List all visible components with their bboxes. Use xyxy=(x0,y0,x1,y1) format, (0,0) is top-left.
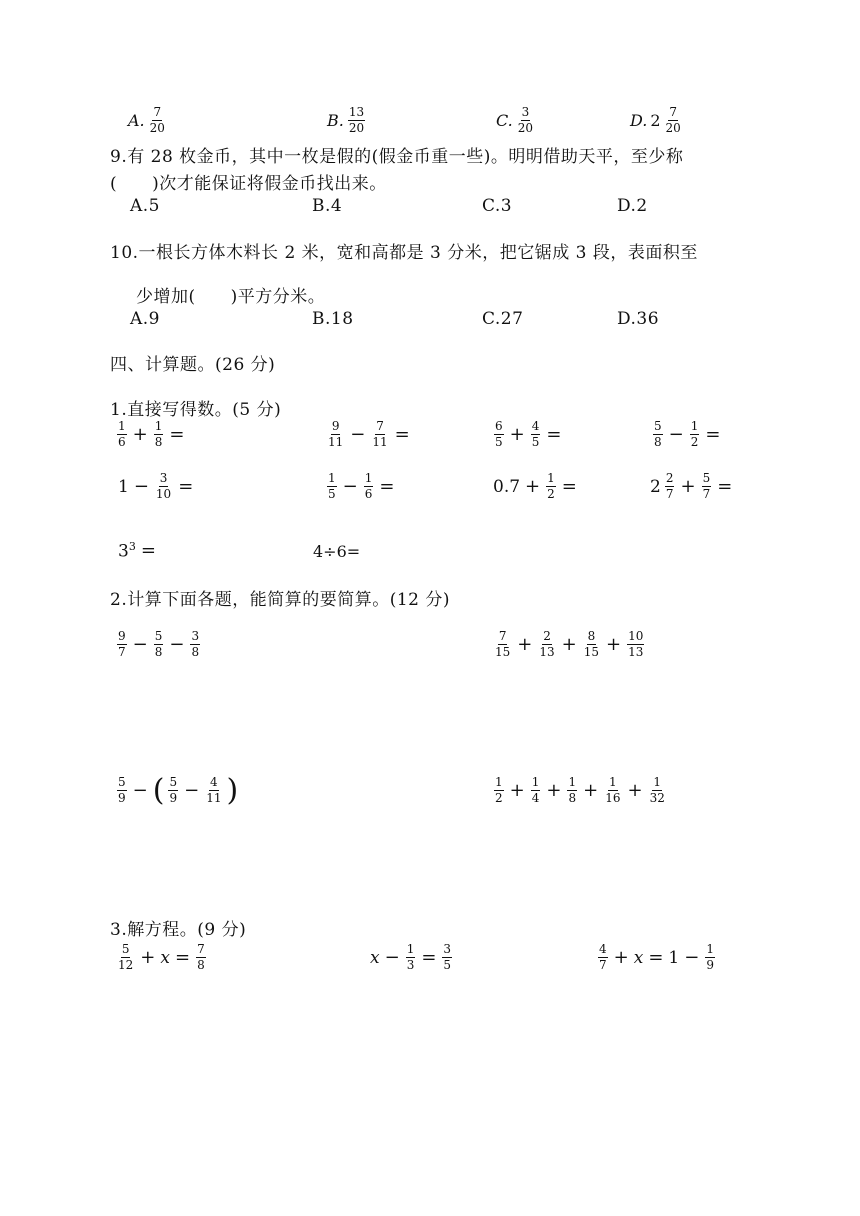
denominator: 11 xyxy=(328,435,344,449)
fraction xyxy=(567,776,577,805)
operator: + xyxy=(509,424,525,445)
calc-1h xyxy=(650,472,734,501)
denominator: 7 xyxy=(665,487,674,501)
operator: = xyxy=(421,947,437,968)
denominator: 7 xyxy=(599,958,607,972)
denominator: 2 xyxy=(547,487,555,501)
numerator: 7 xyxy=(197,942,205,956)
equation-3 xyxy=(597,943,716,972)
denominator: 4 xyxy=(531,791,540,805)
equation-1 xyxy=(116,943,207,972)
calc-2b xyxy=(493,630,645,659)
fraction xyxy=(364,472,374,501)
operator: + xyxy=(627,780,643,801)
numerator: 2 xyxy=(665,471,674,485)
denominator: 7 xyxy=(118,645,126,659)
fraction xyxy=(168,776,178,805)
q10-option-b: B.18 xyxy=(312,309,354,329)
calc-2c xyxy=(116,773,238,808)
numerator: 7 xyxy=(153,105,162,119)
denominator: 20 xyxy=(517,121,534,135)
denominator: 11 xyxy=(206,791,222,805)
part3-title: 3.解方程。(9 分) xyxy=(110,920,247,940)
operator: = xyxy=(140,540,156,562)
operator: = xyxy=(379,476,395,497)
numerator: 8 xyxy=(587,629,596,643)
q9-line1: 9.有 28 枚金币，其中一枚是假的(假金币重一些)。明明借助天平，至少称 xyxy=(110,147,684,167)
option-label: A. xyxy=(128,111,145,130)
numerator: 1 xyxy=(690,419,699,433)
operator: + xyxy=(517,634,533,655)
denominator: 6 xyxy=(118,435,126,449)
denominator: 32 xyxy=(649,791,665,805)
numerator: 3 xyxy=(521,105,530,119)
fraction xyxy=(327,472,337,501)
fraction xyxy=(665,472,675,501)
operator: − xyxy=(184,780,200,801)
fraction xyxy=(583,630,600,659)
numerator: 5 xyxy=(118,775,126,789)
option-label: B. xyxy=(327,111,344,130)
operator: − xyxy=(668,424,684,445)
numerator: 3 xyxy=(443,942,452,956)
numerator: 1 xyxy=(364,471,373,485)
q8-option-c xyxy=(496,106,535,135)
q10-line2: 少增加( )平方分米。 xyxy=(136,287,326,307)
fraction xyxy=(190,630,200,659)
math-term: 2 xyxy=(650,476,661,497)
numerator: 1 xyxy=(328,471,336,485)
denominator: 20 xyxy=(149,121,165,135)
calc-1j: 4÷6= xyxy=(313,542,361,561)
operator: − xyxy=(132,780,148,801)
numerator: 5 xyxy=(702,471,711,485)
fraction xyxy=(154,420,164,449)
numerator: 1 xyxy=(706,942,714,956)
fraction xyxy=(406,943,416,972)
fraction xyxy=(517,106,534,135)
math-term: 0.7 xyxy=(493,476,521,497)
calc-1e xyxy=(118,472,195,501)
fraction xyxy=(538,630,555,659)
denominator: 7 xyxy=(702,487,711,501)
denominator: 9 xyxy=(118,791,126,805)
operator: + xyxy=(546,780,562,801)
denominator: 5 xyxy=(443,958,452,972)
numerator: 7 xyxy=(376,419,384,433)
fraction xyxy=(702,472,712,501)
fraction xyxy=(494,776,504,805)
q9-option-b: B.4 xyxy=(312,196,343,216)
q8-option-d xyxy=(630,106,683,135)
operator: − xyxy=(169,634,185,655)
operator: = xyxy=(546,424,562,445)
operator: + xyxy=(525,476,541,497)
q8-option-a xyxy=(128,106,167,135)
numerator: 5 xyxy=(121,942,130,956)
fraction xyxy=(155,472,172,501)
fraction xyxy=(627,630,644,659)
calc-2d xyxy=(493,776,667,805)
denominator: 20 xyxy=(348,121,365,135)
fraction xyxy=(705,943,715,972)
numerator: 1 xyxy=(154,419,163,433)
denominator: 15 xyxy=(583,645,600,659)
q10-line1: 10.一根长方体木料长 2 米，宽和高都是 3 分米，把它锯成 3 段，表面积至 xyxy=(110,243,698,263)
operator: − xyxy=(684,947,700,968)
numerator: 1 xyxy=(406,942,415,956)
part2-title: 2.计算下面各题，能简算的要简算。(12 分) xyxy=(110,590,451,610)
calc-1b xyxy=(326,420,412,449)
calc-2a xyxy=(116,630,201,659)
denominator: 5 xyxy=(531,435,540,449)
math-term: $3^3$ xyxy=(118,540,136,562)
q9-option-d: D.2 xyxy=(617,196,648,216)
numerator: 1 xyxy=(609,775,617,789)
operator: + xyxy=(613,947,629,968)
denominator: 16 xyxy=(605,791,621,805)
operator: − xyxy=(350,424,366,445)
fraction xyxy=(117,630,127,659)
denominator: 11 xyxy=(372,435,388,449)
operator: = xyxy=(178,476,194,497)
numerator: 5 xyxy=(154,629,163,643)
equation-2 xyxy=(370,943,453,972)
denominator: 3 xyxy=(406,958,415,972)
numerator: 6 xyxy=(495,419,503,433)
fraction xyxy=(531,776,541,805)
q10-option-c: C.27 xyxy=(482,309,524,329)
numerator: 5 xyxy=(654,419,662,433)
operator: = xyxy=(169,424,185,445)
fraction xyxy=(442,943,452,972)
fraction xyxy=(665,106,682,135)
numerator: 1 xyxy=(495,775,503,789)
denominator: 5 xyxy=(328,487,336,501)
numerator: 1 xyxy=(547,471,555,485)
denominator: 20 xyxy=(665,121,681,135)
fraction xyxy=(690,420,700,449)
fraction xyxy=(371,420,388,449)
calc-1d xyxy=(652,420,722,449)
math-term: x xyxy=(633,947,644,968)
operator: = xyxy=(394,424,410,445)
fraction xyxy=(117,943,134,972)
denominator: 5 xyxy=(495,435,503,449)
numerator: 4 xyxy=(210,775,218,789)
fraction xyxy=(494,630,511,659)
operator: + xyxy=(132,424,148,445)
fraction xyxy=(327,420,344,449)
paren-open: ( xyxy=(152,773,165,808)
math-term: 1 xyxy=(118,476,129,497)
operator: = xyxy=(561,476,577,497)
numerator: 4 xyxy=(599,942,607,956)
q9-option-c: C.3 xyxy=(482,196,513,216)
operator: = xyxy=(705,424,721,445)
numerator: 3 xyxy=(159,471,168,485)
fraction xyxy=(196,943,206,972)
paren-close: ) xyxy=(226,773,239,808)
operator: + xyxy=(680,476,696,497)
q10-option-a: A.9 xyxy=(130,309,160,329)
denominator: 13 xyxy=(628,645,644,659)
fraction xyxy=(546,472,556,501)
calc-1g xyxy=(493,472,579,501)
calc-1i xyxy=(118,540,158,562)
denominator: 10 xyxy=(155,487,172,501)
numerator: 9 xyxy=(118,629,126,643)
fraction xyxy=(604,776,621,805)
q9-option-a: A.5 xyxy=(130,196,160,216)
numerator: 3 xyxy=(191,629,200,643)
q10-option-d: D.36 xyxy=(617,309,660,329)
math-term: x xyxy=(370,947,380,968)
fraction xyxy=(149,106,166,135)
part1-title: 1.直接写得数。(5 分) xyxy=(110,400,282,420)
operator: + xyxy=(140,947,156,968)
numerator: 2 xyxy=(543,629,551,643)
option-label: C. xyxy=(496,111,513,130)
denominator: 8 xyxy=(654,435,662,449)
fraction xyxy=(117,776,127,805)
mixed-integer: 2 xyxy=(650,111,661,130)
operator: − xyxy=(133,476,149,497)
numerator: 7 xyxy=(498,629,507,643)
denominator: 2 xyxy=(690,435,699,449)
operator: − xyxy=(384,947,400,968)
denominator: 8 xyxy=(154,645,163,659)
numerator: 1 xyxy=(568,775,577,789)
numerator: 4 xyxy=(531,419,540,433)
operator: = xyxy=(717,476,733,497)
denominator: 13 xyxy=(539,645,555,659)
denominator: 6 xyxy=(364,487,373,501)
calc-1c xyxy=(493,420,563,449)
math-term: x xyxy=(160,947,170,968)
numerator: 1 xyxy=(531,775,540,789)
q8-options xyxy=(0,0,860,140)
q9-line2: ( )次才能保证将假金币找出来。 xyxy=(110,174,387,194)
denominator: 8 xyxy=(568,791,577,805)
calc-1f xyxy=(326,472,396,501)
fraction xyxy=(598,943,608,972)
denominator: 9 xyxy=(169,791,178,805)
operator: + xyxy=(606,634,622,655)
denominator: 8 xyxy=(197,958,205,972)
operator: − xyxy=(342,476,358,497)
operator: + xyxy=(561,634,577,655)
fraction xyxy=(649,776,666,805)
operator: = xyxy=(648,947,664,968)
numerator: 10 xyxy=(628,629,644,643)
numerator: 5 xyxy=(169,775,178,789)
numerator: 13 xyxy=(348,105,365,119)
fraction xyxy=(531,420,541,449)
calc-1a xyxy=(116,420,186,449)
fraction xyxy=(205,776,222,805)
denominator: 8 xyxy=(191,645,200,659)
operator: + xyxy=(583,780,599,801)
fraction xyxy=(117,420,127,449)
denominator: 15 xyxy=(495,645,511,659)
denominator: 8 xyxy=(154,435,163,449)
fraction xyxy=(653,420,663,449)
operator: = xyxy=(174,947,191,968)
operator: + xyxy=(509,780,525,801)
numerator: 7 xyxy=(669,105,677,119)
q8-option-b xyxy=(327,106,366,135)
fraction xyxy=(494,420,504,449)
numerator: 9 xyxy=(331,419,340,433)
math-term: 1 xyxy=(668,947,680,968)
option-label: D. xyxy=(630,111,648,130)
operator: − xyxy=(132,634,148,655)
denominator: 12 xyxy=(118,958,134,972)
section-title: 四、计算题。(26 分) xyxy=(110,355,276,375)
numerator: 1 xyxy=(653,775,662,789)
numerator: 1 xyxy=(118,419,126,433)
denominator: 2 xyxy=(495,791,503,805)
denominator: 9 xyxy=(706,958,714,972)
fraction xyxy=(348,106,365,135)
fraction xyxy=(154,630,164,659)
